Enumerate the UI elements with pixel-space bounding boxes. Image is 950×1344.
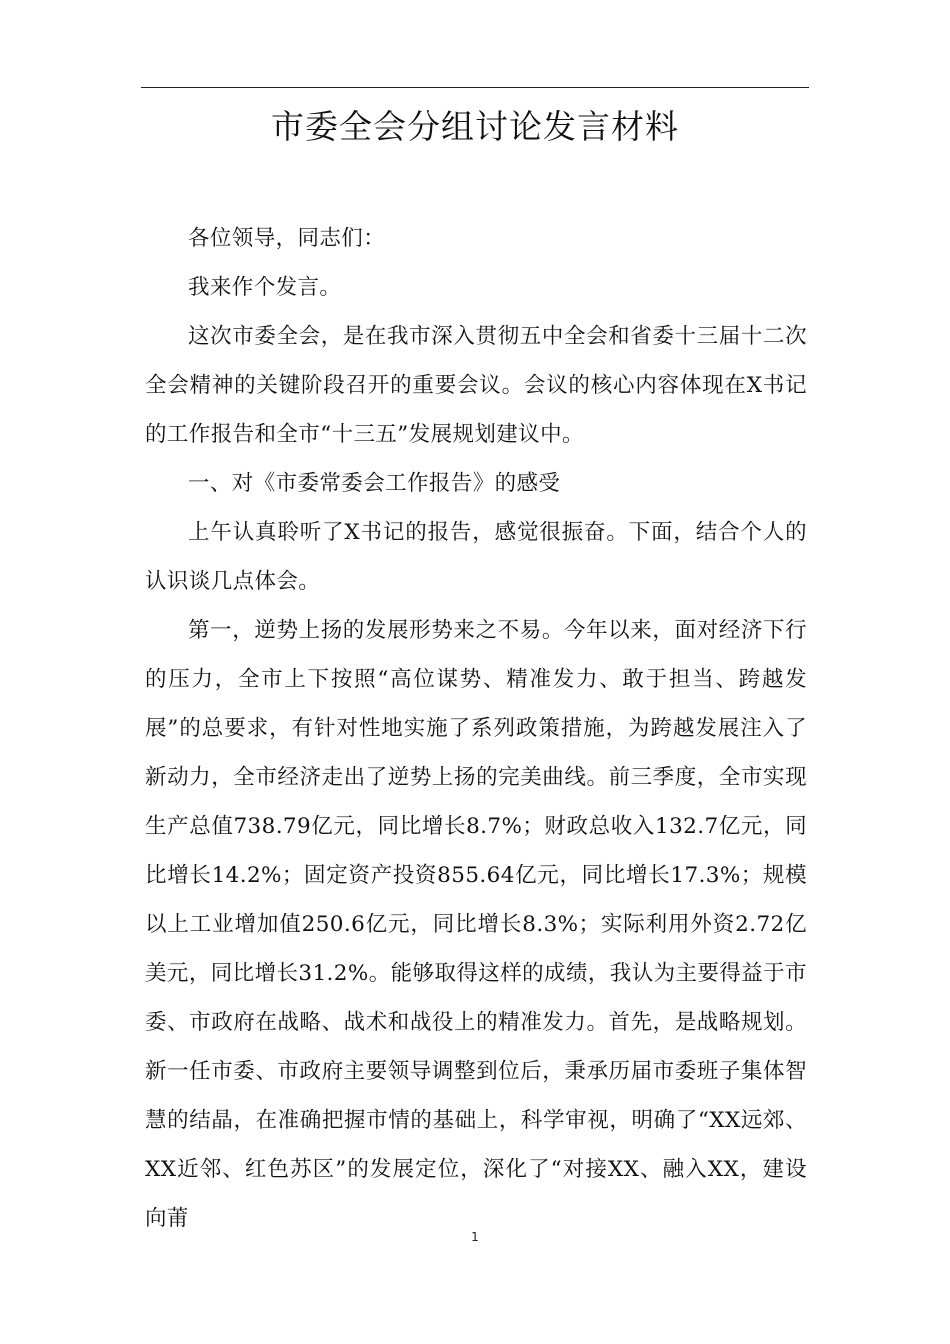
section-heading-1: 一、对《市委常委会工作报告》的感受	[188, 471, 561, 496]
paragraph-meeting-context: 这次市委全会，是在我市深入贯彻五中全会和省委十三届十二次全会精神的关键阶段召开的重要会议。会议的核心内容体现在X书记的工作报告和全市“十三五”发展规划建议中。	[145, 324, 807, 447]
paragraph-greeting: 各位领导，同志们：	[188, 226, 386, 251]
document-body	[145, 214, 807, 1243]
paragraph-report-feeling: 上午认真聆听了X书记的报告，感觉很振奋。下面，结合个人的认识谈几点体会。	[145, 520, 807, 594]
header-rule	[141, 87, 809, 88]
document-title: 市委全会分组讨论发言材料	[271, 107, 679, 146]
paragraph-development-situation: 第一，逆势上扬的发展形势来之不易。今年以来，面对经济下行的压力，全市上下按照“高位谋势、精准发力、敢于担当、跨越发展”的总要求，有针对性地实施了系列政策措施，为跨越发展注入了新动力，全市经济走出了逆势上扬的完美曲线。前三季度，全市实现生产总值738.79亿元，同比增长8.7%；财政总收入132.7亿元，同比增长14.2%；固定资产投资855.64亿元，同比增长17.3%；规模以上工业增加值250.6亿元，同比增长8.3%；实际利用外资2.72亿美元，同比增长31.2%。能够取得这样的成绩，我认为主要得益于市委、市政府在战略、战术和战役上的精准发力。首先，是战略规划。新一任市委、市政府主要领导调整到位后，秉承历届市委班子集体智慧的结晶，在准确把握市情的基础上，科学审视，明确了“XX远郊、XX近邻、红色苏区”的发展定位，深化了“对接XX、融入XX，建设向莆	[145, 618, 807, 1231]
page-number: 1	[471, 1230, 479, 1244]
paragraph-intro: 我来作个发言。	[188, 275, 342, 300]
